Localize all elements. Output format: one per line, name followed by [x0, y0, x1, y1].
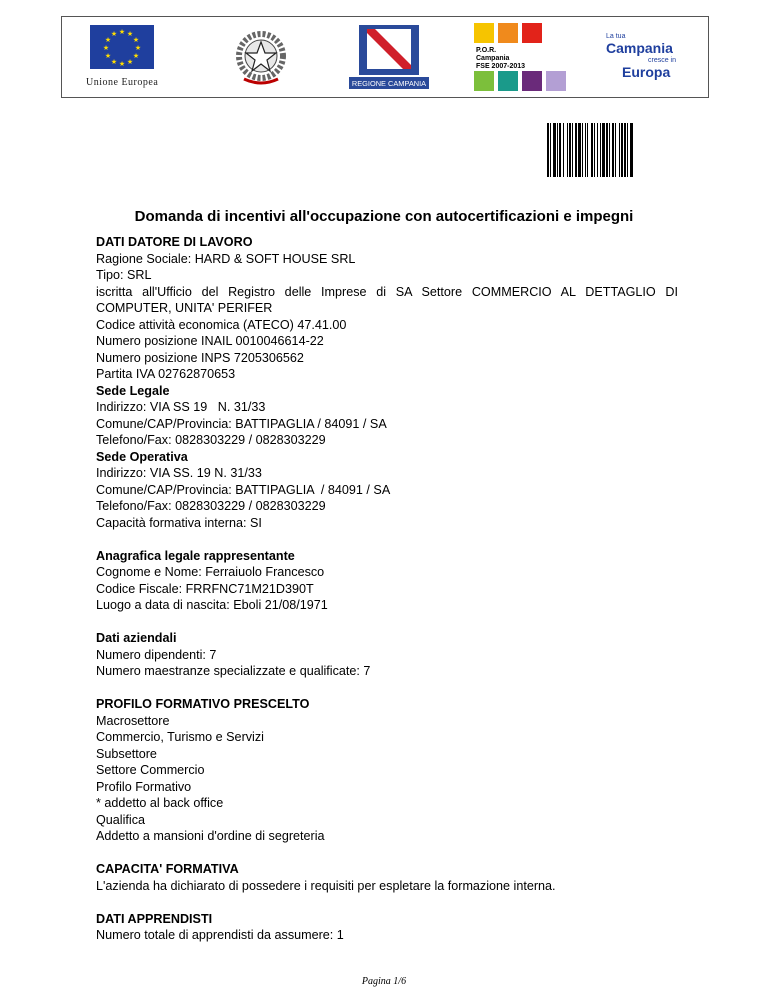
sede-operativa-comune: Comune/CAP/Provincia: BATTIPAGLIA / 84091 / SA: [96, 482, 391, 497]
svg-text:★: ★: [110, 30, 118, 38]
page-number: Pagina 1/6: [361, 976, 407, 987]
capacita-formativa-text: L'azienda ha dichiarato di possedere i requisiti per espletare la formazione interna.: [96, 878, 556, 893]
svg-text:★: ★: [104, 36, 112, 44]
por-line1: P.O.R.: [476, 47, 497, 54]
sede-operativa-telefono: Telefono/Fax: 0828303229 / 0828303229: [96, 499, 326, 513]
rappresentante-heading: Anagrafica legale rappresentante: [96, 548, 295, 563]
profilo-line: Profilo Formativo: [96, 779, 192, 794]
por-line2: Campania: [476, 55, 510, 62]
iscrizione-line1: iscritta all'Ufficio del Registro delle Imprese di SA Settore COMMERCIO AL DETTAGLIO DI: [96, 284, 678, 299]
logo-header: [61, 16, 709, 98]
svg-text:★: ★: [134, 44, 142, 52]
svg-text:★: ★: [132, 36, 140, 44]
tua-line2: Campania: [606, 40, 673, 56]
sede-legale-heading: Sede Legale: [96, 383, 170, 398]
svg-text:★: ★: [104, 52, 112, 60]
svg-text:★: ★: [118, 60, 126, 68]
partita-iva: Partita IVA 02762870653: [96, 367, 236, 381]
profilo-line: Subsettore: [96, 746, 157, 761]
rappresentante-nome: Cognome e Nome: Ferraiuolo Francesco: [96, 565, 325, 579]
sede-operativa-heading: Sede Operativa: [96, 449, 188, 464]
datore-heading: DATI DATORE DI LAVORO: [96, 235, 253, 249]
inail-number: Numero posizione INAIL 0010046614-22: [96, 334, 324, 348]
tua-line1: La tua: [606, 33, 626, 40]
profilo-line: Qualifica: [96, 812, 145, 827]
sede-operativa-indirizzo: Indirizzo: VIA SS. 19 N. 31/33: [96, 466, 262, 480]
svg-text:★: ★: [102, 44, 110, 52]
profilo-heading: PROFILO FORMATIVO PRESCELTO: [96, 697, 310, 711]
apprendisti-heading: DATI APPRENDISTI: [96, 911, 213, 926]
barcode: [547, 123, 671, 177]
numero-maestranze: Numero maestranze specializzate e qualificate: 7: [96, 664, 371, 678]
profilo-line: Addetto a mansioni d'ordine di segreteria: [96, 829, 325, 843]
sede-legale-telefono: Telefono/Fax: 0828303229 / 0828303229: [96, 433, 326, 447]
ragione-sociale: Ragione Sociale: HARD & SOFT HOUSE SRL: [96, 251, 356, 266]
regione-campania-logo: [347, 23, 431, 91]
profilo-line: Settore Commercio: [96, 763, 205, 777]
rappresentante-nascita: Luogo a data di nascita: Eboli 21/08/1971: [96, 598, 328, 612]
eu-flag-logo: [90, 25, 154, 69]
profilo-line: Macrosettore: [96, 713, 170, 728]
capacita-formativa-heading: CAPACITA' FORMATIVA: [96, 862, 239, 876]
iscrizione-line2: COMPUTER, UNITA' PERIFER: [96, 301, 273, 315]
document-title: Domanda di incentivi all'occupazione con autocertificazioni e impegni: [134, 208, 634, 225]
eu-label: Unione Europea: [86, 77, 159, 88]
inps-number: Numero posizione INPS 7205306562: [96, 350, 304, 365]
tua-line3: cresce in: [647, 57, 677, 64]
svg-text:★: ★: [110, 58, 118, 66]
numero-dipendenti: Numero dipendenti: 7: [96, 647, 217, 662]
capacita-formativa-interna: Capacità formativa interna: SI: [96, 515, 262, 530]
svg-text:★: ★: [126, 30, 134, 38]
svg-text:★: ★: [126, 58, 134, 66]
sede-legale-indirizzo: Indirizzo: VIA SS 19 N. 31/33: [96, 400, 266, 414]
document-body: [96, 234, 678, 944]
apprendisti-totale: Numero totale di apprendisti da assumere: 1: [96, 928, 344, 942]
sede-legale-comune: Comune/CAP/Provincia: BATTIPAGLIA / 84091 / SA: [96, 416, 387, 431]
italian-republic-emblem: [230, 27, 292, 89]
profilo-line: * addetto al back office: [96, 796, 224, 810]
rappresentante-codice-fiscale: Codice Fiscale: FRRFNC71M21D390T: [96, 581, 314, 596]
por-campania-fse-logo: [472, 21, 584, 93]
aziendali-heading: Dati aziendali: [96, 631, 177, 645]
tua-line4: Europa: [622, 64, 671, 80]
campania-label: REGIONE CAMPANIA: [351, 79, 427, 88]
profilo-line: Commercio, Turismo e Servizi: [96, 730, 264, 744]
svg-text:★: ★: [118, 28, 126, 36]
por-line3: FSE 2007-2013: [476, 63, 526, 70]
campania-cresce-in-europa-logo: [602, 29, 692, 87]
tipo: Tipo: SRL: [96, 268, 152, 282]
ateco-code: Codice attività economica (ATECO) 47.41.00: [96, 317, 347, 332]
svg-text:★: ★: [132, 52, 140, 60]
